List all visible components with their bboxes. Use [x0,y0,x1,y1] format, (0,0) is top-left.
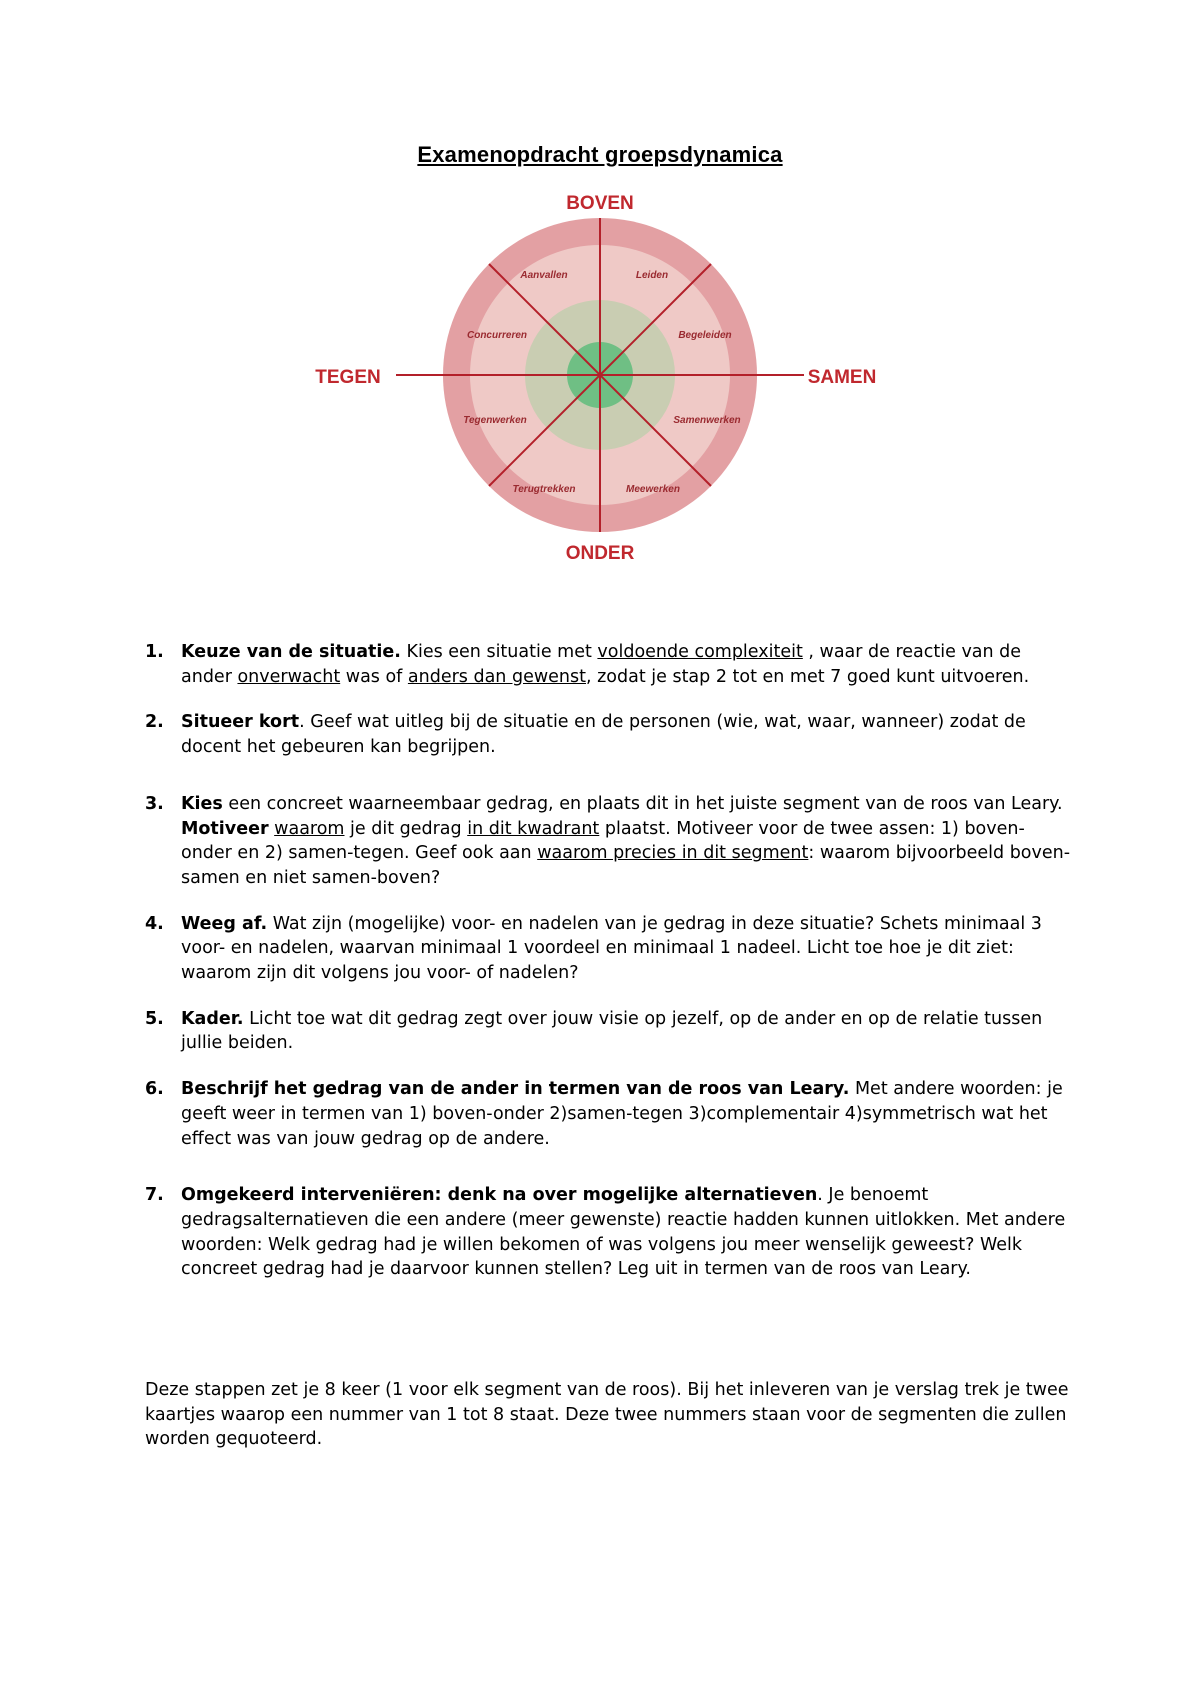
list-item [145,1077,1075,1151]
step-heading: Keuze van de situatie. [181,642,401,662]
step-emphasis: in dit kwadrant [467,818,600,839]
step-number: 1. [145,642,164,662]
step-text: Kies een situatie met [400,642,598,662]
segment-label-begeleiden: Begeleiden [678,330,732,341]
step-text: , zodat je stap 2 tot en met 7 goed kunt uitvoeren. [585,666,1030,687]
segment-label-meewerken: Meewerken [626,484,680,495]
step-text: . Je benoemt gedragsalternatieven die een andere (meer gewenste) reactie hadden kunnen uitlokken. Met andere woorden: Welk gedrag had je willen bekomen of was volgens jou meer wenselijk geweest? Welk concreet gedrag had je daarvoor kunnen stellen? Leg uit in termen van de roos van Leary. [181,1185,1066,1280]
step-heading: Beschrijf het gedrag van de ander in termen van de roos van Leary. [181,1079,850,1100]
segment-label-terugtrekken: Terugtrekken [512,484,576,495]
step-heading: Kies [181,793,223,814]
segment-label-leiden: Leiden [635,270,669,281]
list-item [145,1007,1075,1056]
step-number: 4. [145,913,164,934]
step-text: plaatst. Motiveer voor de twee assen: 1) boven-onder en 2) samen-tegen. Geef ook aan [181,818,1025,864]
segment-label-tegenwerken: Tegenwerken [463,415,527,426]
step-text: je dit gedrag [344,818,468,839]
step-heading: Situeer kort [181,712,300,733]
list-item [145,640,1075,689]
leary-rose-diagram [315,193,877,625]
axis-label-onder: ONDER [565,543,635,564]
list-item [145,792,1075,891]
list-item [145,710,1075,759]
step-number: 6. [145,1079,164,1100]
step-text: , waar de reactie van de ander [181,642,1022,687]
step-text: : waarom bijvoorbeeld boven-samen en niet samen-boven? [181,843,1071,888]
list-item [145,912,1075,986]
axis-label-tegen: TEGEN [315,367,381,388]
step-text: . Geef wat uitleg bij de situatie en de personen (wie, wat, waar, wanneer) zodat de docent het gebeuren kan begrijpen. [181,712,1026,758]
segment-label-aanvallen: Aanvallen [520,270,568,281]
step-emphasis: waarom [274,818,345,839]
step-text: Met andere woorden: je geeft weer in termen van 1) boven-onder 2)samen-tegen 3)complementair 4)symmetrisch wat het effect was van jouw gedrag op de andere. [181,1079,1063,1149]
step-heading: Motiveer [181,818,269,839]
step-heading: Kader. [181,1008,244,1029]
step-emphasis: waarom precies in dit segment [537,843,809,864]
step-heading: Omgekeerd interveniëren: denk na over mogelijke alternatieven [181,1185,818,1206]
segment-label-concurreren: Concurreren [466,330,528,341]
step-number: 5. [145,1008,164,1029]
step-emphasis: anders dan gewenst [407,666,586,687]
step-number: 7. [145,1185,164,1206]
axis-label-samen: SAMEN [807,367,877,388]
step-text: een concreet waarneembaar gedrag, en plaats dit in het juiste segment van de roos van Leary. [222,793,1063,814]
segment-label-samenwerken: Samenwerken [673,415,741,426]
step-heading: Weeg af. [181,913,268,934]
step-text: was of [340,666,408,687]
steps-list [145,640,1075,1282]
step-text: Wat zijn (mogelijke) voor- en nadelen van je gedrag in deze situatie? Schets minimaal 3 voor- en nadelen, waarvan minimaal 1 voordeel en minimaal 1 nadeel. Licht toe hoe je dit ziet: waarom zijn dit volgens jou voor- of nadelen? [181,913,1042,984]
step-number: 3. [145,793,164,814]
step-number: 2. [145,712,164,733]
step-text: Licht toe wat dit gedrag zegt over jouw visie op jezelf, op de ander en op de relatie tussen jullie beiden. [181,1008,1043,1054]
list-item [145,1183,1075,1282]
page-title: Examenopdracht groepsdynamica [417,142,783,167]
step-emphasis: onverwacht [237,666,341,687]
step-emphasis: voldoende complexiteit [597,642,803,662]
axis-label-boven: BOVEN [566,193,634,214]
closing-paragraph: Deze stappen zet je 8 keer (1 voor elk segment van de roos). Bij het inleveren van je verslag trek je twee kaartjes waarop een nummer van 1 tot 8 staat. Deze twee nummers staan voor de segmenten die zullen worden gequoteerd. [145,1380,1069,1450]
